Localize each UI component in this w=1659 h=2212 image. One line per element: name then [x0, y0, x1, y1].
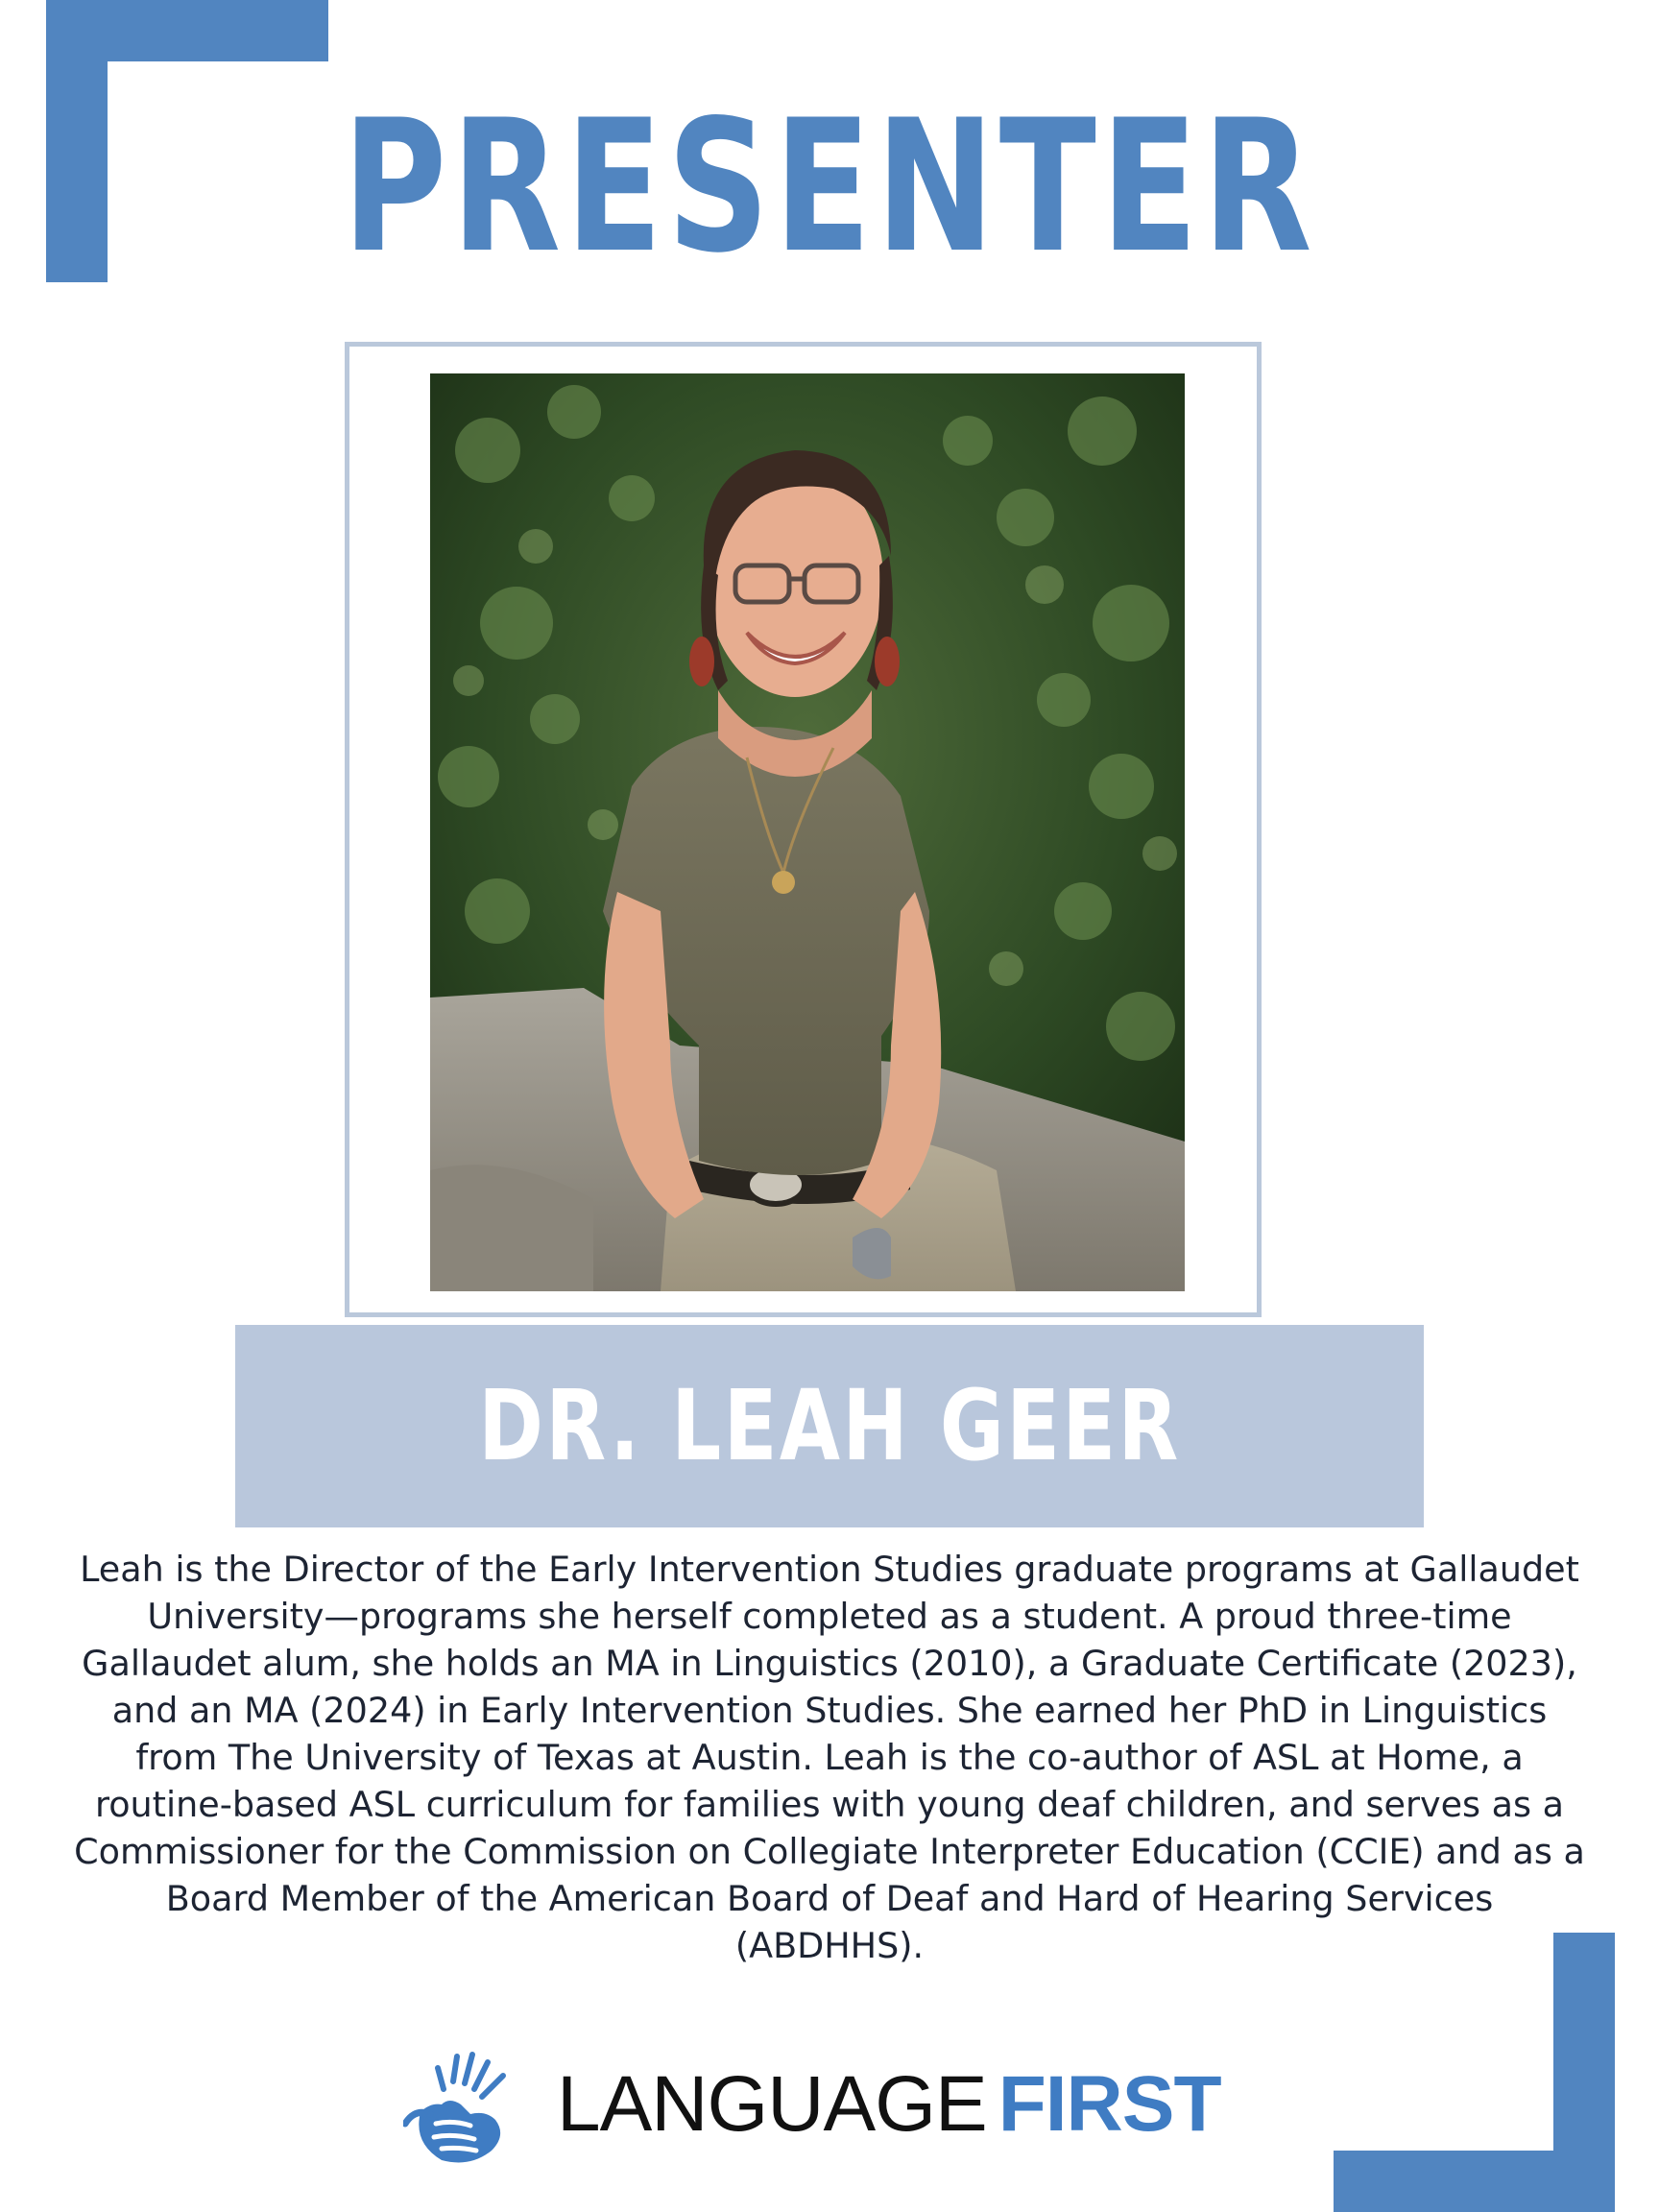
corner-accent-bottom-right-vertical — [1553, 1933, 1615, 2212]
presenter-photo — [430, 373, 1185, 1291]
language-first-logo — [403, 2041, 1267, 2166]
logo-word-first: FIRST — [998, 2060, 1221, 2148]
presenter-bio: Leah is the Director of the Early Intervention Studies graduate programs at Gallaudet University—programs she herself completed as a student. A proud three-time Gallaudet alum, she holds an MA in Linguistics (2010), a Graduate Certificate (2023), and an MA (2024) in Early Intervention Studies. She earned her PhD in Linguistics from The University of Texas at Austin. Leah is the co-author of ASL at Home, a routine-based ASL curriculum for families with young deaf children, and serves as a Commissioner for the Commission on Collegiate Interpreter Education (CCIE) and as a Board Member of the American Board of Deaf and Hard of Hearing Services (ABDHHS). — [74, 1549, 1585, 1966]
corner-accent-top-left-vertical — [46, 0, 108, 282]
page-title: PRESENTER — [342, 81, 1317, 293]
logo-word-language: LANGUAGE — [557, 2060, 987, 2148]
logo-wordmark — [557, 2058, 1221, 2151]
signing-hand-icon — [403, 2047, 518, 2166]
presenter-name: DR. LEAH GEER — [478, 1368, 1181, 1483]
name-banner — [235, 1325, 1424, 1527]
